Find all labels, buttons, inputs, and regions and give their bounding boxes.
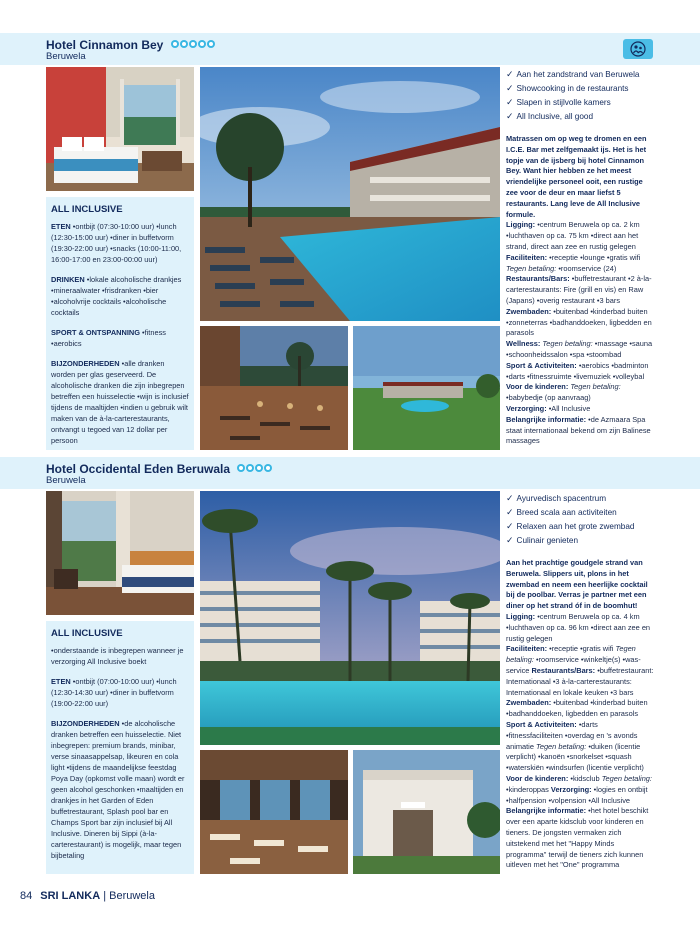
hotel1-rating — [171, 37, 216, 51]
hotel2-title — [46, 461, 273, 476]
circle-star-icon — [237, 464, 245, 472]
list-item: ✓ Culinair genieten — [506, 534, 656, 548]
circle-star-icon — [255, 464, 263, 472]
circle-star-icon — [264, 464, 272, 472]
hotel2-eten: ETEN •ontbijt (07:00-10:00 uur) •lunch (12:30-14:30 uur) •diner in buffetvorm (19:00-22:00 uur) — [51, 677, 177, 708]
footer-separator: | — [100, 890, 110, 902]
hotel2-exterior-photo — [353, 750, 500, 874]
hotel1-highlights — [506, 68, 656, 124]
page-number: 84 — [20, 890, 33, 902]
hotel1-header — [0, 33, 700, 65]
hotel1-room-photo — [46, 67, 194, 191]
hotel2-all-inclusive-box — [46, 621, 194, 874]
list-item: ✓ Aan het zandstrand van Beruwela — [506, 68, 656, 82]
hotel2-header — [0, 457, 700, 489]
hotel2-highlights — [506, 492, 656, 548]
hotel2-box-title: ALL INCLUSIVE — [51, 628, 123, 639]
circle-star-icon — [198, 40, 206, 48]
circle-star-icon — [246, 464, 254, 472]
hotel1-location: Beruwela — [46, 51, 86, 62]
circle-star-icon — [180, 40, 188, 48]
hotel1-restaurant-photo — [200, 326, 348, 450]
hotel1-intro: Matrassen om op weg te dromen en een I.C.E. Bar met zelfgemaakt ijs. Het is het topje van de ijsberg bij hotel Cinnamon Bey. Want hier hebben ze het meest vriendelijke personeel ooit, een rustige zee voor de deur en maar liefst 5 restaurants. Lang leve de All Inclusive formule. — [506, 134, 647, 219]
hotel2-rating — [237, 461, 273, 475]
hotel1-all-inclusive-box — [46, 197, 194, 450]
hotel1-body: Ligging: •centrum Beruwela op ca. 2 km •luchthaven op ca. 75 km •direct aan het strand, direct aan zee en rustig gelegen Faciliteiten: •receptie •lounge •gratis wifi Tegen betaling: •roomservice (24) Restaurants/Bars: •buffetrestaurant •2 à-la-carterestaurants: Fire (grill en vis) en Raw (Japans) •overig restaurant •3 bars Zwembaden: •buitenbad •kinderbad buiten •zonneterras •badhanddoeken, ligbedden en parasols Wellness: Tegen betaling: •massage •sauna •schoonheidssalon •spa •stoombad Sport & Activiteiten: •aerobics •badminton •darts •fitnessruimte •livemuziek •volleybal Voor de kinderen: Tegen betaling: •babybedje (op aanvraag) Verzorging: •All Inclusive Belangrijke informatie: •de Azmaara Spa staat internationaal bekend om zijn Balinese massages — [506, 220, 653, 446]
hotel1-pool-photo — [200, 67, 500, 321]
circle-star-icon — [189, 40, 197, 48]
hotel1-sport: SPORT & ONTSPANNING •fitness •aerobics — [51, 328, 166, 348]
circle-star-icon — [171, 40, 179, 48]
hotel2-details — [506, 492, 656, 871]
footer-region: Beruwela — [109, 890, 155, 902]
hotel1-name: Hotel Cinnamon Bey — [46, 38, 164, 52]
hotel2-name: Hotel Occidental Eden Beruwala — [46, 462, 231, 476]
list-item: ✓ Ayurvedisch spacentrum — [506, 492, 656, 506]
hotel2-restaurant-photo — [200, 750, 348, 874]
list-item: ✓ Relaxen aan het grote zwembad — [506, 520, 656, 534]
list-item: ✓ Showcooking in de restaurants — [506, 82, 656, 96]
list-item: ✓ Slapen in stijlvolle kamers — [506, 96, 656, 110]
hotel1-details — [506, 68, 656, 447]
hotel2-intro: Aan het prachtige goudgele strand van Beruwela. Slippers uit, plons in het zwembad en neem een heerlijke cocktail bij de poolbar. Verras je partner met een diner op het strand óf in de boomhut! — [506, 558, 648, 611]
page-footer — [20, 890, 155, 902]
hotel2-bijzonderheden: BIJZONDERHEDEN •de alcoholische dranken betreffen een huisselectie. Niet inbegrepen: premium brands, minibar, verse sinaasappelsap, likeuren en cola light •tijdens de maandelijkse feestdag Poya Day (opkomst volle maan) wordt er geen alcohol geschonken •maaltijden en drankjes in het Garden of Eden buffetrestaurant, Splash pool bar en Champs Sport bar zijn inclusief bij All Inclusive. Dineren bij Sippi (à-la-carterestaurant) is mogelijk, maar tegen bijbetaling — [51, 719, 185, 860]
footer-country: SRI LANKA — [40, 890, 101, 902]
hotel2-room-photo — [46, 491, 194, 615]
hotel2-location: Beruwela — [46, 475, 86, 486]
hotel2-pool-photo — [200, 491, 500, 745]
hotel1-drinken: DRINKEN •lokale alcoholische drankjes •mineraalwater •frisdranken •bier •alcoholvrije cocktails •alcoholische cocktails — [51, 275, 182, 317]
hotel2-body: Ligging: •centrum Beruwela op ca. 4 km •luchthaven op ca. 96 km •direct aan zee en rustig gelegen Faciliteiten: •receptie •gratis wifi Tegen betaling: •roomservice •winkeltje(s) •was-service Restaurants/Bars: •buffetrestaurant: Internationaal •3 à-la-carterestaurants: Internationaal en lokale keuken •3 bars Zwembaden: •buitenbad •kinderbad buiten •badhanddoeken, ligbedden en parasols Sport & Activiteiten: •darts •fitnessfaciliteiten •overdag en 's avonds animatie Tegen betaling: •duiken (licentie verplicht) •kanoën •snorkelset •squash •waterskiën •windsurfen (licentie verplicht) Voor de kinderen: •kidsclub Tegen betaling: •kinderoppas Verzorging: •logies en ontbijt •halfpension •volpension •All Inclusive Belangrijke informatie: •het hotel beschikt over een aparte kidsclub voor kinderen en tieners. De jongsten vermaken zich uitstekend met het "Happy Minds programma" terwijl de tieners zich kunnen uitleven met het "One" programma — [506, 611, 654, 870]
hotel1-eten: ETEN •ontbijt (07:30-10:00 uur) •lunch (12:30-15:00 uur) •diner in buffetvorm (19:30-22:00 uur) •snacks (10:00-11:00, 16:00-17:00 en 23:00-00:00 uur) — [51, 222, 182, 264]
list-item: ✓ All Inclusive, all good — [506, 110, 656, 124]
hotel1-title — [46, 37, 216, 52]
hotel1-box-title: ALL INCLUSIVE — [51, 204, 123, 215]
hotel1-bijzonderheden: BIJZONDERHEDEN •alle dranken worden per glas geserveerd. De alcoholische dranken die zijn inbegrepen betreffen een huisselectie •wijn is inclusief tijdens de maaltijden •indien u gebruik wilt maken van de à-la-carterestaurants, ontvangt u tegoed van 12 dollar per persoon — [51, 359, 189, 445]
hotel2-intro-line: •onderstaande is inbegrepen wanneer je verzorging All Inclusive boekt — [51, 646, 184, 666]
family-icon — [623, 39, 653, 59]
list-item: ✓ Breed scala aan activiteiten — [506, 506, 656, 520]
circle-star-icon — [207, 40, 215, 48]
hotel1-aerial-photo — [353, 326, 500, 450]
